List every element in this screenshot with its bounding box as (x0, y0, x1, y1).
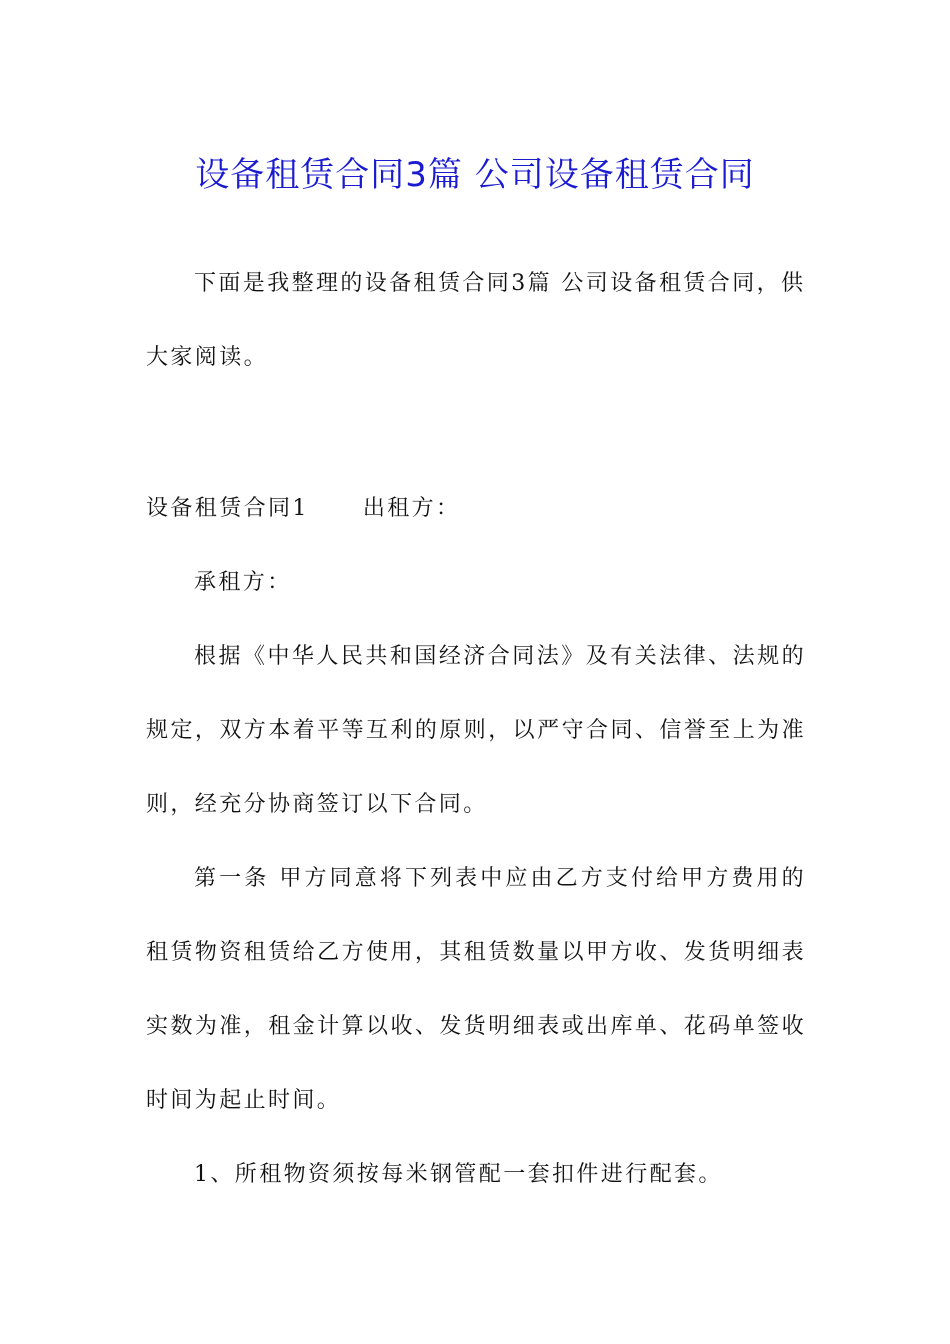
lessor-label: 出租方： (362, 496, 461, 521)
item-1-paragraph: 1、所租物资须按每米钢管配一套扣件进行配套。 (194, 1162, 723, 1187)
contract-body (146, 472, 806, 1212)
document-title: 设备租赁合同3篇 公司设备租赁合同 (195, 154, 755, 195)
lessee-label: 承租方： (194, 570, 292, 595)
contract-heading-line (146, 472, 806, 546)
intro-line-1: 下面是我整理的设备租赁合同3篇 公司设备租赁合同，供 (194, 271, 806, 296)
intro-paragraph (146, 247, 806, 395)
intro-line-2: 大家阅读。 (146, 345, 269, 370)
basis-paragraph: 根据《中华人民共和国经济合同法》及有关法律、法规的规定，双方本着平等互利的原则，以严守合同、信誉至上为准则，经充分协商签订以下合同。 (146, 644, 806, 817)
article-1-paragraph: 第一条 甲方同意将下列表中应由乙方支付给甲方费用的租赁物资租赁给乙方使用，其租赁数量以甲方收、发货明细表实数为准，租金计算以收、发货明细表或出库单、花码单签收时间为起止时间。 (146, 866, 806, 1113)
contract-heading: 设备租赁合同1 (146, 496, 309, 521)
